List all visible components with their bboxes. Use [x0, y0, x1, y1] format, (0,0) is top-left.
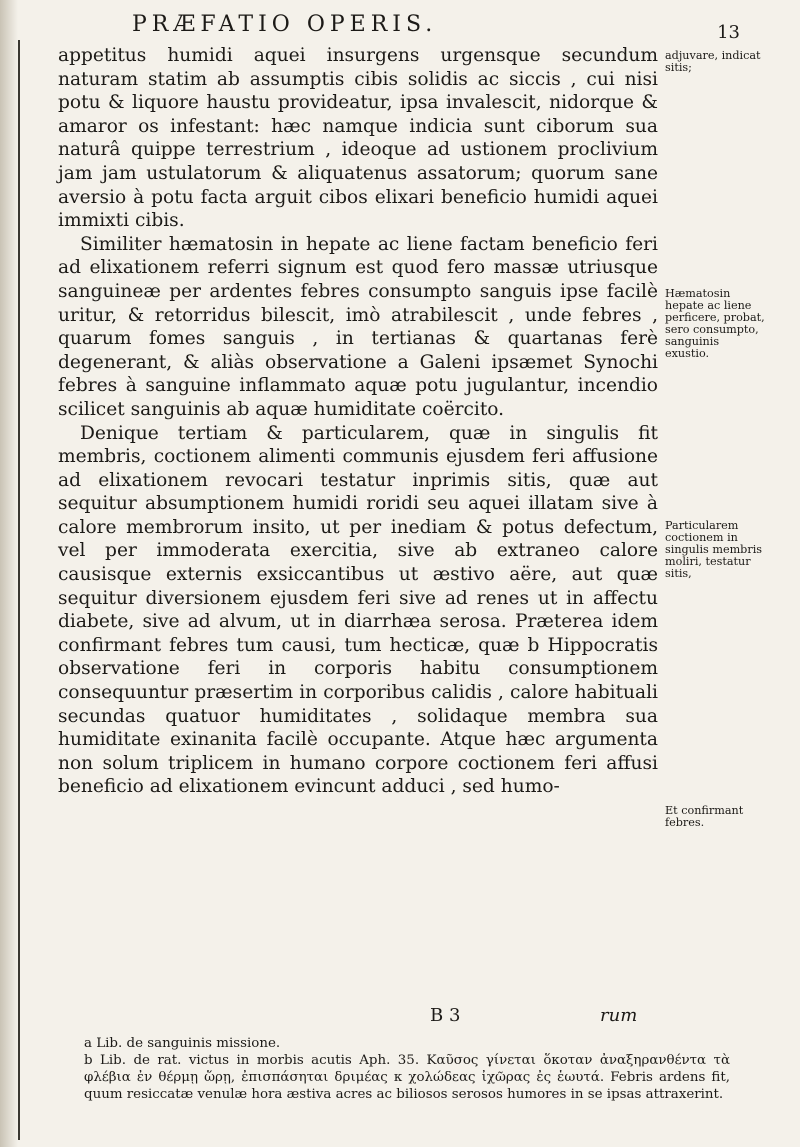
margin-note-2: Hæmatosin hepate ac liene perficere, probat, sero consumpto, sanguinis exustio.: [665, 287, 765, 360]
margin-note-3: Particularem coctionem in singulis membris moliri, testatur sitis,: [665, 519, 763, 580]
gutter-rule: [18, 40, 20, 1140]
footnotes: [84, 1035, 730, 1103]
signature-mark: B 3: [430, 1005, 461, 1026]
margin-note-4: Et confirmant febres.: [665, 804, 744, 829]
paragraph-1: appetitus humidi aquei insurgens urgensque secundum naturam statim ab assumptis cibis solidis ac siccis , cui nisi potu & liquore haustu provideatur, ipsa invalescit, nidorque & amaror os infestant: hæc namque indicia sunt ciborum sua naturâ quippe terrestrium , ideoque ad ustionem proclivium jam jam ustulatorum & aliquatenus assatorum; quorum sane aversio à potu facta arguit cibos elixari beneficio humidi aquei immixti cibis.: [58, 45, 658, 232]
margin-note-1: adjuvare, indicat sitis;: [665, 49, 761, 74]
running-head: PRÆFATIO OPERIS.: [132, 12, 438, 37]
page-number: 13: [717, 22, 740, 43]
catchword: rum: [600, 1005, 638, 1026]
footnote-a: a Lib. de sanguinis missione.: [84, 1036, 281, 1051]
paragraph-2: Similiter hæmatosin in hepate ac liene factam beneficio feri ad elixationem referri signum est quod fero massæ utriusque sanguineæ per ardentes febres consumpto sanguis ipse facilè uritur, & retorridus bilescit, imò atrabilescit , unde febres , quarum fomes sanguis , in tertianas & quartanas ferè degenerant, & aliàs observatione a Galeni ipsæmet Synochi febres à sanguine inflammato aquæ potu jugulantur, incendio scilicet sanguinis ab aquæ humiditate coërcito.: [58, 233, 658, 420]
main-text: [58, 44, 658, 799]
footnote-b: b Lib. de rat. victus in morbis acutis Aph. 35. Καῦσος γίνεται ὅκοταν ἀναξηρανθέντα τὰ φλέβια ἐν θέρμῃ ὥρῃ, ἐπισπάσηται δριμέας κ χολώδεας ἰχῶρας ἐς ἑωυτά. Febris ardens fit, quum resiccatæ venulæ hora æstiva acres ac biliosos serosos humores in se ipsas attraxerint.: [84, 1053, 730, 1102]
paragraph-3: Denique tertiam & particularem, quæ in singulis fit membris, coctionem alimenti communis ejusdem feri affusione ad elixationem revocari testatur inprimis sitis, quæ aut sequitur absumptionem humidi roridi seu aquei illatam sive à calore membrorum insito, ut per inediam & potus defectum, vel per immoderata exercitia, sive ab extraneo calore causisque externis exsiccantibus ut æstivo aëre, aut quæ sequitur diversionem ejusdem feri sive ad renes ut in affectu diabete, sive ad alvum, ut in diarrhæa serosa. Præterea idem confirmant febres tum causi, tum hecticæ, quæ b Hippocratis observatione feri in corporis habitu consumptionem consequuntur præsertim in corporibus calidis , calore habituali secundas quatuor humiditates , solidaque membra sua humiditate exinanita facilè occupante. Atque hæc argumenta non solum triplicem in humano corpore coctionem feri affusi beneficio ad elixationem evincunt adduci , sed humo-: [58, 422, 658, 798]
binding-shadow: [0, 0, 18, 1147]
